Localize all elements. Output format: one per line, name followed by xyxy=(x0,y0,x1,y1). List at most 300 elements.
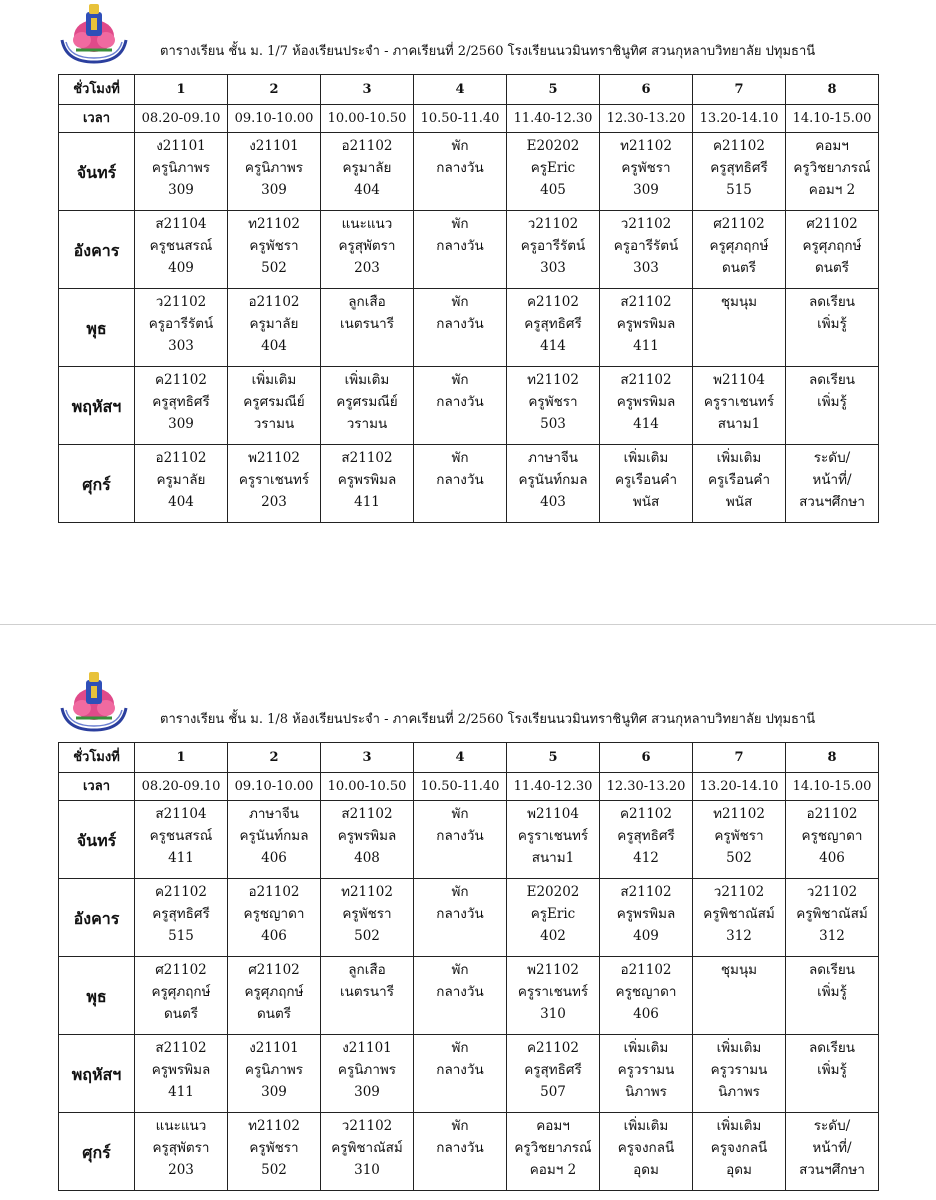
class-cell-line: ครูสุทธิศรี xyxy=(710,160,768,176)
class-cell xyxy=(507,957,600,1035)
class-cell-line: 310 xyxy=(354,1162,380,1178)
period-number: 4 xyxy=(414,743,507,773)
time-label: เวลา xyxy=(59,105,135,133)
period-number: 7 xyxy=(693,743,786,773)
class-cell-line: ครูพรพิมล xyxy=(616,394,676,410)
class-cell-line: ครูนิภาพร xyxy=(337,1062,397,1078)
class-cell-line: ศ21102 xyxy=(248,962,300,978)
class-cell-line: พัก xyxy=(451,138,469,154)
class-cell-line: ครูพรพิมล xyxy=(337,828,397,844)
class-cell-line: 414 xyxy=(633,416,659,432)
class-cell-line: ลูกเสือ xyxy=(348,294,386,310)
class-cell-line: ครูพรพิมล xyxy=(616,906,676,922)
class-cell-line: พัก xyxy=(451,216,469,232)
period-number: 6 xyxy=(600,75,693,105)
period-time: 10.00-10.50 xyxy=(321,105,414,133)
class-cell-line: ท21102 xyxy=(620,138,672,154)
period-number: 6 xyxy=(600,743,693,773)
class-cell-line: กลางวัน xyxy=(436,316,484,332)
class-cell-line: 411 xyxy=(354,494,380,510)
period-number: 1 xyxy=(135,75,228,105)
class-cell-line: กลางวัน xyxy=(436,472,484,488)
period-time: 10.00-10.50 xyxy=(321,773,414,801)
class-cell-line: ครูสุทธิศรี xyxy=(524,1062,582,1078)
day-name: พุธ xyxy=(59,957,135,1035)
class-cell xyxy=(135,1113,228,1191)
class-cell xyxy=(693,445,786,523)
class-cell-line: ครูสุทธิศรี xyxy=(152,394,210,410)
day-name: พุธ xyxy=(59,289,135,367)
class-cell-line: เพิ่มรู้ xyxy=(817,394,847,410)
period-time: 12.30-13.20 xyxy=(600,105,693,133)
class-cell-line: ครูพรพิมล xyxy=(337,472,397,488)
class-cell-line: 403 xyxy=(540,494,566,510)
class-cell-line: ลดเรียน xyxy=(808,294,856,310)
class-cell-line: พนัส xyxy=(725,494,753,510)
class-cell xyxy=(135,367,228,445)
class-cell xyxy=(414,211,507,289)
class-cell xyxy=(507,879,600,957)
class-cell xyxy=(693,1113,786,1191)
class-cell-line: นิภาพร xyxy=(718,1084,760,1100)
class-cell-line: 502 xyxy=(261,1162,287,1178)
class-cell xyxy=(414,1113,507,1191)
class-cell-line: กลางวัน xyxy=(436,394,484,410)
day-row xyxy=(59,801,879,879)
class-cell xyxy=(507,445,600,523)
class-cell-line: พัก xyxy=(451,450,469,466)
class-cell-line: ครูจงกลนี xyxy=(617,1140,675,1156)
class-cell xyxy=(600,133,693,211)
class-cell-line: คอมฯ xyxy=(815,138,849,154)
class-cell-line: 309 xyxy=(168,182,194,198)
class-cell-line: ง21101 xyxy=(249,1040,299,1056)
class-cell xyxy=(786,367,879,445)
class-cell-line: อ21102 xyxy=(248,884,300,900)
class-cell-line: 203 xyxy=(354,260,380,276)
class-cell xyxy=(135,445,228,523)
class-cell-line: 312 xyxy=(726,928,752,944)
period-time: 10.50-11.40 xyxy=(414,105,507,133)
class-cell-line: 404 xyxy=(354,182,380,198)
class-cell-line: 406 xyxy=(261,850,287,866)
class-cell-line: ครูพัชรา xyxy=(342,906,392,922)
class-cell xyxy=(228,445,321,523)
school-seal-logo xyxy=(56,0,132,64)
class-cell-line: พ21104 xyxy=(527,806,579,822)
class-cell-line: 502 xyxy=(726,850,752,866)
class-cell xyxy=(600,367,693,445)
class-cell-line: ครูพิชาณัสม์ xyxy=(331,1140,403,1156)
class-cell-line: ดนตรี xyxy=(256,1006,291,1022)
class-cell-line: ครูนิภาพร xyxy=(244,160,304,176)
class-cell xyxy=(414,879,507,957)
class-cell-line: อ21102 xyxy=(248,294,300,310)
class-cell xyxy=(786,133,879,211)
class-cell-line: ครูศุภฤกษ์ xyxy=(244,984,304,1000)
period-number: 5 xyxy=(507,75,600,105)
period-label: ชั่วโมงที่ xyxy=(59,743,135,773)
class-cell xyxy=(786,1035,879,1113)
class-cell-line: ส21104 xyxy=(155,216,207,232)
class-cell-line: เพิ่มเติม xyxy=(344,372,390,388)
class-cell xyxy=(600,801,693,879)
class-cell xyxy=(786,957,879,1035)
class-cell-line: ครูราเชนทร์ xyxy=(517,828,589,844)
class-cell-line: 404 xyxy=(261,338,287,354)
day-row xyxy=(59,1035,879,1113)
class-cell-line: ครูราเชนทร์ xyxy=(238,472,310,488)
class-cell-line: ครูวรามน xyxy=(617,1062,675,1078)
period-time: 11.40-12.30 xyxy=(507,105,600,133)
class-cell xyxy=(600,445,693,523)
day-name: พฤหัสฯ xyxy=(59,367,135,445)
class-cell-line: 414 xyxy=(540,338,566,354)
class-cell-line: ชุมนุม xyxy=(720,294,758,310)
class-cell-line: หน้าที่/ xyxy=(812,1140,852,1156)
class-cell-line: 406 xyxy=(633,1006,659,1022)
class-cell xyxy=(693,367,786,445)
class-cell-line: ส21102 xyxy=(155,1040,207,1056)
class-cell-line: 310 xyxy=(540,1006,566,1022)
class-cell xyxy=(135,133,228,211)
class-cell xyxy=(414,957,507,1035)
class-cell-line: ง21101 xyxy=(249,138,299,154)
class-cell-line: ครูศุภฤกษ์ xyxy=(151,984,211,1000)
class-cell-line: ครูสุทธิศรี xyxy=(152,906,210,922)
class-cell-line: 411 xyxy=(168,1084,194,1100)
day-row xyxy=(59,367,879,445)
class-cell-line: ว21102 xyxy=(155,294,207,310)
class-cell-line: สนาม1 xyxy=(717,416,761,432)
class-cell-line: กลางวัน xyxy=(436,238,484,254)
class-cell-line: ครูอารีรัตน์ xyxy=(613,238,679,254)
class-cell-line: อ21102 xyxy=(620,962,672,978)
class-cell-line: พัก xyxy=(451,1040,469,1056)
class-cell xyxy=(507,289,600,367)
class-cell xyxy=(135,1035,228,1113)
class-cell-line: 412 xyxy=(633,850,659,866)
class-cell-line: ครูสุพัตรา xyxy=(338,238,396,254)
period-time: 14.10-15.00 xyxy=(786,105,879,133)
class-cell-line: 502 xyxy=(354,928,380,944)
class-cell xyxy=(786,445,879,523)
class-cell xyxy=(786,1113,879,1191)
class-cell xyxy=(507,367,600,445)
class-cell xyxy=(693,1035,786,1113)
class-cell xyxy=(228,1035,321,1113)
class-cell-line: ดนตรี xyxy=(814,260,849,276)
day-name: ศุกร์ xyxy=(59,445,135,523)
class-cell-line: ว21102 xyxy=(527,216,579,232)
class-cell-line: ลดเรียน xyxy=(808,372,856,388)
class-cell xyxy=(228,367,321,445)
day-name: จันทร์ xyxy=(59,133,135,211)
class-cell-line: ค21102 xyxy=(155,884,207,900)
class-cell-line: 408 xyxy=(354,850,380,866)
class-cell-line: กลางวัน xyxy=(436,828,484,844)
period-number: 2 xyxy=(228,743,321,773)
period-time: 13.20-14.10 xyxy=(693,773,786,801)
class-cell-line: ส21102 xyxy=(620,372,672,388)
class-cell-line: เพิ่มรู้ xyxy=(817,984,847,1000)
class-cell-line: ลูกเสือ xyxy=(348,962,386,978)
period-number: 4 xyxy=(414,75,507,105)
class-cell-line: 309 xyxy=(633,182,659,198)
class-cell-line: ลดเรียน xyxy=(808,1040,856,1056)
period-time: 08.20-09.10 xyxy=(135,773,228,801)
period-time: 14.10-15.00 xyxy=(786,773,879,801)
class-cell xyxy=(414,445,507,523)
class-cell-line: เนตรนารี xyxy=(340,316,394,332)
period-time: 10.50-11.40 xyxy=(414,773,507,801)
day-name: จันทร์ xyxy=(59,801,135,879)
class-cell-line: พนัส xyxy=(632,494,660,510)
class-cell xyxy=(321,1113,414,1191)
class-cell-line: ครูพัชรา xyxy=(249,238,299,254)
period-number: 7 xyxy=(693,75,786,105)
class-cell-line: คอมฯ 2 xyxy=(529,1162,577,1178)
class-cell-line: ง21101 xyxy=(342,1040,392,1056)
class-cell xyxy=(414,801,507,879)
class-cell-line: พ21104 xyxy=(713,372,765,388)
day-row xyxy=(59,879,879,957)
class-cell xyxy=(600,1035,693,1113)
class-cell xyxy=(786,879,879,957)
period-number: 8 xyxy=(786,75,879,105)
timetable-title: ตารางเรียน ชั้น ม. 1/7 ห้องเรียนประจำ - ภาคเรียนที่ 2/2560 โรงเรียนนวมินทราชินูทิศ สวนกุหลาบวิทยาลัย ปทุมธานี xyxy=(160,44,816,59)
class-cell-line: ครูสุทธิศรี xyxy=(524,316,582,332)
class-cell xyxy=(228,211,321,289)
period-header-row xyxy=(59,75,879,105)
class-cell-line: ครูชญาดา xyxy=(801,828,863,844)
class-cell-line: ดนตรี xyxy=(721,260,756,276)
class-cell-line: 303 xyxy=(168,338,194,354)
class-cell xyxy=(786,801,879,879)
class-cell-line: กลางวัน xyxy=(436,984,484,1000)
class-cell-line: เพิ่มเติม xyxy=(623,1118,669,1134)
class-cell-line: เพิ่มเติม xyxy=(716,450,762,466)
class-cell-line: อ21102 xyxy=(806,806,858,822)
class-cell xyxy=(321,1035,414,1113)
class-cell-line: สนาม1 xyxy=(531,850,575,866)
class-cell-line: ครูราเชนทร์ xyxy=(703,394,775,410)
class-cell-line: ค21102 xyxy=(527,1040,579,1056)
period-time: 08.20-09.10 xyxy=(135,105,228,133)
class-cell-line: กลางวัน xyxy=(436,906,484,922)
class-cell-line: ครูวิชยาภรณ์ xyxy=(514,1140,592,1156)
class-cell-line: วรามน xyxy=(253,416,295,432)
class-cell-line: ง21101 xyxy=(156,138,206,154)
class-cell-line: ครูพรพิมล xyxy=(616,316,676,332)
class-cell-line: 406 xyxy=(261,928,287,944)
class-cell-line: ศ21102 xyxy=(806,216,858,232)
class-cell-line: ภาษาจีน xyxy=(248,806,300,822)
class-cell-line: ครูสุพัตรา xyxy=(152,1140,210,1156)
class-cell-line: ครูราเชนทร์ xyxy=(517,984,589,1000)
class-cell-line: 409 xyxy=(168,260,194,276)
class-cell-line: ระดับ/ xyxy=(813,450,851,466)
class-cell xyxy=(414,367,507,445)
period-number: 5 xyxy=(507,743,600,773)
class-cell-line: เพิ่มรู้ xyxy=(817,1062,847,1078)
class-cell-line: ครูชญาดา xyxy=(243,906,305,922)
class-cell-line: พัก xyxy=(451,372,469,388)
class-cell xyxy=(507,211,600,289)
class-cell-line: ครูวรามน xyxy=(710,1062,768,1078)
class-cell-line: เพิ่มเติม xyxy=(251,372,297,388)
class-cell-line: ว21102 xyxy=(806,884,858,900)
day-name: อังคาร xyxy=(59,211,135,289)
class-cell xyxy=(693,957,786,1035)
class-cell xyxy=(786,211,879,289)
class-cell xyxy=(228,133,321,211)
class-cell-line: พัก xyxy=(451,806,469,822)
period-label: ชั่วโมงที่ xyxy=(59,75,135,105)
class-cell-line: อ21102 xyxy=(155,450,207,466)
class-cell-line: กลางวัน xyxy=(436,1062,484,1078)
period-time: 09.10-10.00 xyxy=(228,105,321,133)
class-cell xyxy=(600,211,693,289)
day-row xyxy=(59,1113,879,1191)
class-cell-line: ศ21102 xyxy=(713,216,765,232)
class-cell-line: ครูมาลัย xyxy=(249,316,299,332)
day-row xyxy=(59,133,879,211)
class-cell xyxy=(228,879,321,957)
class-cell-line: 405 xyxy=(540,182,566,198)
class-cell xyxy=(228,1113,321,1191)
class-cell-line: ครูพัชรา xyxy=(249,1140,299,1156)
timetable-table xyxy=(58,742,879,1191)
class-cell-line: 507 xyxy=(540,1084,566,1100)
class-cell xyxy=(228,801,321,879)
period-number: 8 xyxy=(786,743,879,773)
class-cell-line: พัก xyxy=(451,1118,469,1134)
section-divider xyxy=(0,624,936,625)
class-cell-line: แนะแนว xyxy=(341,216,393,232)
class-cell xyxy=(321,445,414,523)
period-time: 11.40-12.30 xyxy=(507,773,600,801)
day-row xyxy=(59,445,879,523)
class-cell-line: คอมฯ 2 xyxy=(808,182,856,198)
class-cell-line: ครูนิภาพร xyxy=(244,1062,304,1078)
class-cell-line: 411 xyxy=(633,338,659,354)
class-cell-line: ครูจงกลนี xyxy=(710,1140,768,1156)
class-cell-line: เพิ่มเติม xyxy=(716,1040,762,1056)
class-cell xyxy=(321,211,414,289)
class-cell-line: สวนฯศึกษา xyxy=(799,494,865,510)
class-cell xyxy=(693,133,786,211)
class-cell xyxy=(135,801,228,879)
class-cell-line: ท21102 xyxy=(713,806,765,822)
class-cell-line: 515 xyxy=(726,182,752,198)
class-cell-line: พัก xyxy=(451,962,469,978)
class-cell-line: ค21102 xyxy=(713,138,765,154)
class-cell-line: 404 xyxy=(168,494,194,510)
class-cell xyxy=(135,211,228,289)
period-time: 13.20-14.10 xyxy=(693,105,786,133)
class-cell-line: แนะแนว xyxy=(155,1118,207,1134)
time-row xyxy=(59,105,879,133)
class-cell-line: ครูEric xyxy=(530,906,576,922)
class-cell-line: ค21102 xyxy=(620,806,672,822)
period-number: 3 xyxy=(321,75,414,105)
class-cell-line: ครูEric xyxy=(530,160,576,176)
class-cell-line: ครูมาลัย xyxy=(342,160,392,176)
class-cell-line: 409 xyxy=(633,928,659,944)
class-cell xyxy=(135,957,228,1035)
class-cell-line: พัก xyxy=(451,884,469,900)
class-cell xyxy=(600,957,693,1035)
class-cell xyxy=(414,1035,507,1113)
class-cell xyxy=(600,1113,693,1191)
class-cell xyxy=(600,879,693,957)
class-cell-line: ครูอารีรัตน์ xyxy=(148,316,214,332)
period-number: 2 xyxy=(228,75,321,105)
class-cell-line: นิภาพร xyxy=(625,1084,667,1100)
class-cell-line: ท21102 xyxy=(248,216,300,232)
day-row xyxy=(59,957,879,1035)
school-seal-logo xyxy=(56,668,132,732)
class-cell-line: ว21102 xyxy=(713,884,765,900)
class-cell-line: ค21102 xyxy=(155,372,207,388)
class-cell xyxy=(414,133,507,211)
class-cell-line: ท21102 xyxy=(527,372,579,388)
class-cell-line: ครูชนสรณ์ xyxy=(149,238,213,254)
class-cell-line: E20202 xyxy=(526,138,580,154)
class-cell-line: ดนตรี xyxy=(163,1006,198,1022)
class-cell-line: ครูศุภฤกษ์ xyxy=(709,238,769,254)
class-cell-line: 309 xyxy=(354,1084,380,1100)
class-cell-line: E20202 xyxy=(526,884,580,900)
class-cell xyxy=(228,289,321,367)
class-cell xyxy=(414,289,507,367)
class-cell-line: ว21102 xyxy=(620,216,672,232)
class-cell-line: ครูอารีรัตน์ xyxy=(520,238,586,254)
class-cell-line: อุดม xyxy=(726,1162,752,1178)
class-cell-line: เพิ่มเติม xyxy=(623,450,669,466)
class-cell xyxy=(321,957,414,1035)
class-cell-line: ศ21102 xyxy=(155,962,207,978)
class-cell-line: ครูสุทธิศรี xyxy=(617,828,675,844)
period-number: 3 xyxy=(321,743,414,773)
class-cell-line: ครูพิชาณัสม์ xyxy=(703,906,775,922)
class-cell-line: ภาษาจีน xyxy=(527,450,579,466)
class-cell xyxy=(321,133,414,211)
class-cell-line: ครูเรือนคำ xyxy=(707,472,771,488)
class-cell-line: ครูศรมณีย์ xyxy=(243,394,305,410)
class-cell-line: อุดม xyxy=(633,1162,659,1178)
class-cell-line: 203 xyxy=(168,1162,194,1178)
class-cell-line: พ21102 xyxy=(248,450,300,466)
timetable-table xyxy=(58,74,879,523)
class-cell-line: 203 xyxy=(261,494,287,510)
class-cell-line: 406 xyxy=(819,850,845,866)
class-cell xyxy=(786,289,879,367)
class-cell-line: ว21102 xyxy=(341,1118,393,1134)
class-cell-line: ครูชญาดา xyxy=(615,984,677,1000)
class-cell-line: คอมฯ xyxy=(536,1118,570,1134)
class-cell-line: 309 xyxy=(261,182,287,198)
class-cell-line: 303 xyxy=(540,260,566,276)
class-cell xyxy=(693,879,786,957)
timetable-header xyxy=(0,668,936,742)
class-cell-line: ครูเรือนคำ xyxy=(614,472,678,488)
class-cell-line: วรามน xyxy=(346,416,388,432)
timetable-title: ตารางเรียน ชั้น ม. 1/8 ห้องเรียนประจำ - ภาคเรียนที่ 2/2560 โรงเรียนนวมินทราชินูทิศ สวนกุหลาบวิทยาลัย ปทุมธานี xyxy=(160,712,816,727)
class-cell xyxy=(600,289,693,367)
class-cell-line: เพิ่มเติม xyxy=(623,1040,669,1056)
